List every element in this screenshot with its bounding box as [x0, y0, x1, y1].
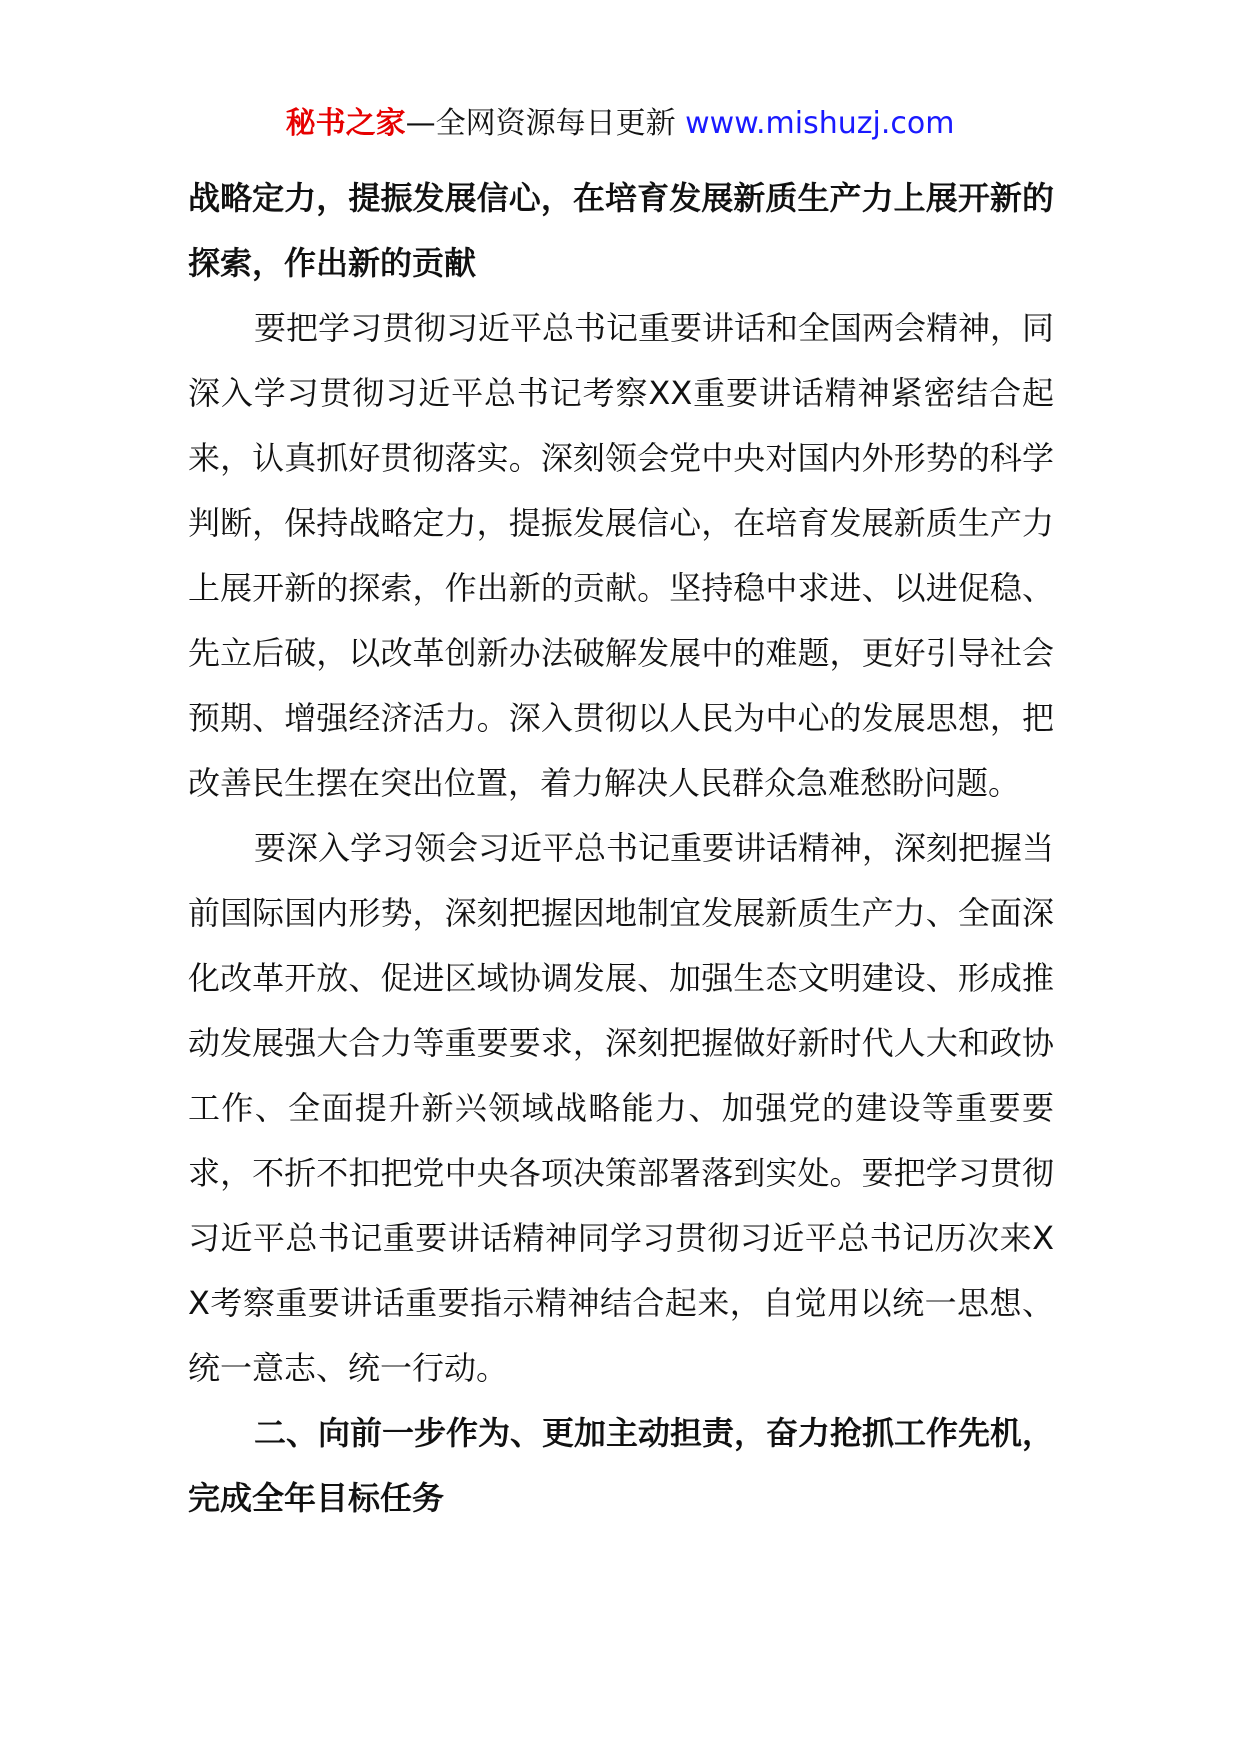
paragraph: 要把学习贯彻习近平总书记重要讲话和全国两会精神，同深入学习贯彻习近平总书记考察XX重要讲话精神紧密结合起来，认真抓好贯彻落实。深刻领会党中央对国内外形势的科学判断，保持战略定力，提振发展信心，在培育发展新质生产力上展开新的探索，作出新的贡献。坚持稳中求进、以进促稳、先立后破，以改革创新办法破解发展中的难题，更好引导社会预期、增强经济活力。深入贯彻以人民为中心的发展思想，把改善民生摆在突出位置，着力解决人民群众急难愁盼问题。 — [188, 309, 1055, 802]
website-link[interactable]: www.mishuzj.com — [685, 106, 955, 141]
page-header — [0, 100, 1240, 148]
document-body — [188, 166, 1054, 1531]
paragraph: 要深入学习领会习近平总书记重要讲话精神，深刻把握当前国际国内形势，深刻把握因地制宜发展新质生产力、全面深化改革开放、促进区域协调发展、加强生态文明建设、形成推动发展强大合力等重要要求，深刻把握做好新时代人大和政协工作、全面提升新兴领域战略能力、加强党的建设等重要要求，不折不扣把党中央各项决策部署落到实处。要把学习贯彻习近平总书记重要讲话精神同学习贯彻习近平总书记历次来XX考察重要讲话重要指示精神结合起来，自觉用以统一思想、统一意志、统一行动。 — [188, 829, 1055, 1387]
brand-name: 秘书之家 — [285, 106, 406, 141]
paragraph-continuation-heading: 战略定力，提振发展信心，在培育发展新质生产力上展开新的探索，作出新的贡献 — [188, 179, 1054, 282]
header-tagline: —全网资源每日更新 — [405, 106, 676, 141]
section-heading: 二、向前一步作为、更加主动担责，奋力抢抓工作先机，完成全年目标任务 — [188, 1414, 1055, 1517]
